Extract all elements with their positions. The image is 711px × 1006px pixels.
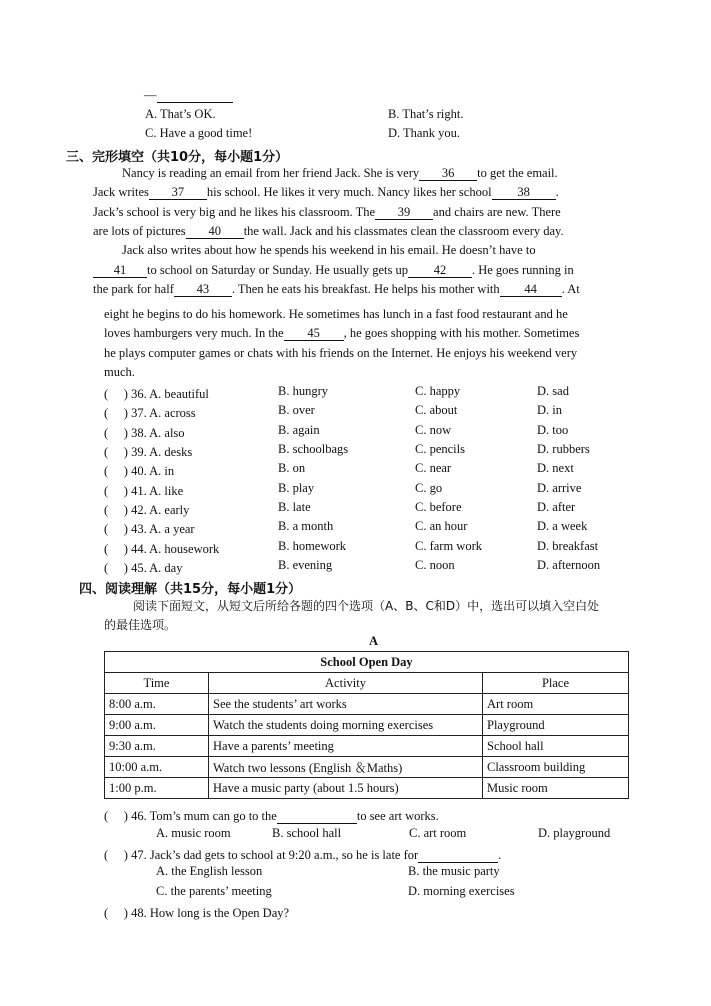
question-39: ( ) 39. A. desks — [104, 445, 193, 459]
option-d: D. sad — [537, 384, 569, 398]
text: , he goes shopping with his mother. Sometimes — [343, 326, 580, 340]
cell-place: Playground — [483, 715, 629, 736]
option-c: C. the parents’ meeting — [156, 884, 272, 898]
option-c: C. farm work — [415, 539, 482, 553]
option-b: B. play — [278, 481, 315, 495]
cell-place: Art room — [483, 694, 629, 715]
option-d: D. rubbers — [537, 442, 590, 456]
text: Jack’s school is very big and he likes his classroom. The — [93, 205, 376, 219]
blank-44: 44 — [500, 282, 562, 297]
question-43: ( ) 43. A. a year — [104, 522, 195, 536]
option-a: A. That’s OK. — [145, 107, 216, 121]
text: Jack writes — [93, 185, 149, 199]
header-time: Time — [105, 673, 209, 694]
option-b: B. schoolbags — [278, 442, 349, 456]
passage-line — [93, 185, 559, 200]
text: Nancy is reading an email from her friend Jack. She is very — [122, 166, 420, 180]
table-title-row — [105, 652, 629, 673]
passage-line: he plays computer games or chats with his friends on the Internet. He enjoys his weekend very — [104, 346, 578, 360]
option-a: A. the English lesson — [156, 864, 263, 878]
question-37: ( ) 37. A. across — [104, 406, 196, 420]
cell-activity: Watch the students doing morning exercises — [209, 715, 483, 736]
question-36: ( ) 36. A. beautiful — [104, 387, 209, 401]
option-c: C. before — [415, 500, 462, 514]
option-b: B. That’s right. — [388, 107, 464, 121]
table-row — [105, 715, 629, 736]
passage-line — [93, 224, 564, 239]
passage-line — [122, 166, 558, 181]
option-d: D. afternoon — [537, 558, 601, 572]
answer-blank — [277, 809, 357, 824]
answer-blank — [157, 88, 233, 103]
passage-line: eight he begins to do his homework. He sometimes has lunch in a fast food restaurant and he — [104, 307, 568, 321]
blank-37: 37 — [149, 185, 207, 200]
text: to school on Saturday or Sunday. He usually gets up — [147, 263, 408, 277]
option-d: D. next — [537, 461, 574, 475]
option-c: C. now — [415, 423, 452, 437]
table-row — [105, 778, 629, 799]
blank-40: 40 — [186, 224, 244, 239]
option-d: D. a week — [537, 519, 588, 533]
option-d: D. arrive — [537, 481, 582, 495]
passage-line — [93, 205, 561, 220]
text: loves hamburgers very much. In the — [104, 326, 284, 340]
cell-time: 9:30 a.m. — [105, 736, 209, 757]
section-heading-reading: 四、阅读理解（共15分，每小题1分） — [79, 582, 302, 597]
passage-line — [122, 243, 536, 258]
passage-label: A — [369, 634, 379, 648]
cell-activity: Have a parents’ meeting — [209, 736, 483, 757]
blank-43: 43 — [174, 282, 232, 297]
blank-41: 41 — [93, 263, 147, 278]
option-b: B. again — [278, 423, 320, 437]
question-46 — [104, 806, 439, 824]
text: . At — [561, 282, 580, 296]
header-place: Place — [483, 673, 629, 694]
option-c: C. art room — [409, 826, 467, 840]
option-d: D. too — [537, 423, 569, 437]
text: the park for half — [93, 282, 174, 296]
option-b: B. a month — [278, 519, 334, 533]
cell-activity: Watch two lessons (English ＆Maths) — [209, 757, 483, 778]
cell-time: 9:00 a.m. — [105, 715, 209, 736]
text: his school. He likes it very much. Nancy likes her school — [206, 185, 492, 199]
option-c: C. happy — [415, 384, 461, 398]
blank-42: 42 — [408, 263, 472, 278]
cell-activity: See the students’ art works — [209, 694, 483, 715]
option-c: C. Have a good time! — [145, 126, 253, 140]
cell-place: Classroom building — [483, 757, 629, 778]
option-a: A. music room — [156, 826, 231, 840]
option-c: C. noon — [415, 558, 455, 572]
question-40: ( ) 40. A. in — [104, 464, 175, 478]
instructions-line-1: 阅读下面短文，从短文后所给各题的四个选项（A、B、C和D）中，选出可以填入空白处 — [133, 599, 600, 613]
question-47 — [104, 845, 501, 863]
option-b: B. homework — [278, 539, 347, 553]
question-45: ( ) 45. A. day — [104, 561, 183, 575]
option-d: D. in — [537, 403, 562, 417]
blank-45: 45 — [284, 326, 344, 341]
question-stem: to see art works. — [356, 809, 439, 823]
option-b: B. over — [278, 403, 315, 417]
text: . — [555, 185, 559, 199]
option-c: C. near — [415, 461, 452, 475]
text: to get the email. — [477, 166, 558, 180]
option-b: B. the music party — [408, 864, 500, 878]
instructions-line-2: 的最佳选项。 — [104, 618, 177, 632]
answer-blank — [418, 848, 498, 863]
passage-line — [93, 282, 580, 297]
question-stem: ( ) 47. Jack’s dad gets to school at 9:20 a.m., so he is late for — [104, 848, 419, 862]
table-row — [105, 736, 629, 757]
table-header-row — [105, 673, 629, 694]
cell-time: 8:00 a.m. — [105, 694, 209, 715]
dash: — — [144, 88, 157, 102]
table-row — [105, 757, 629, 778]
passage-line — [104, 326, 579, 341]
cell-place: School hall — [483, 736, 629, 757]
blank-36: 36 — [419, 166, 477, 181]
blank-38: 38 — [492, 185, 556, 200]
option-d: D. playground — [538, 826, 611, 840]
option-b: B. hungry — [278, 384, 328, 398]
option-d: D. morning exercises — [408, 884, 515, 898]
option-b: B. evening — [278, 558, 333, 572]
option-b: B. late — [278, 500, 311, 514]
text: are lots of pictures — [93, 224, 186, 238]
option-c: C. pencils — [415, 442, 465, 456]
text: . He goes running in — [471, 263, 574, 277]
question-38: ( ) 38. A. also — [104, 426, 185, 440]
option-b: B. on — [278, 461, 306, 475]
header-activity: Activity — [209, 673, 483, 694]
table-title: School Open Day — [105, 652, 629, 673]
option-c: C. about — [415, 403, 458, 417]
question-stem: . — [498, 848, 502, 862]
option-b: B. school hall — [272, 826, 342, 840]
section-heading-cloze: 三、完形填空（共10分，每小题1分） — [66, 150, 289, 165]
passage-line — [93, 263, 574, 278]
cell-time: 10:00 a.m. — [105, 757, 209, 778]
option-c: C. an hour — [415, 519, 468, 533]
blank-39: 39 — [375, 205, 433, 220]
cell-time: 1:00 p.m. — [105, 778, 209, 799]
cell-activity: Have a music party (about 1.5 hours) — [209, 778, 483, 799]
passage-line: much. — [104, 365, 135, 379]
prev-answer-line — [144, 88, 233, 103]
text: the wall. Jack and his classmates clean the classroom every day. — [243, 224, 564, 238]
option-d: D. breakfast — [537, 539, 599, 553]
option-d: D. after — [537, 500, 576, 514]
question-41: ( ) 41. A. like — [104, 484, 184, 498]
question-48: ( ) 48. How long is the Open Day? — [104, 906, 290, 920]
text: . Then he eats his breakfast. He helps his mother with — [231, 282, 500, 296]
option-c: C. go — [415, 481, 443, 495]
question-44: ( ) 44. A. housework — [104, 542, 220, 556]
option-d: D. Thank you. — [388, 126, 460, 140]
open-day-table — [104, 651, 629, 799]
text: and chairs are new. There — [433, 205, 561, 219]
table-row — [105, 694, 629, 715]
question-42: ( ) 42. A. early — [104, 503, 190, 517]
text: Jack also writes about how he spends his weekend in his email. He doesn’t have to — [122, 243, 536, 257]
cell-place: Music room — [483, 778, 629, 799]
question-stem: ( ) 46. Tom’s mum can go to the — [104, 809, 277, 823]
